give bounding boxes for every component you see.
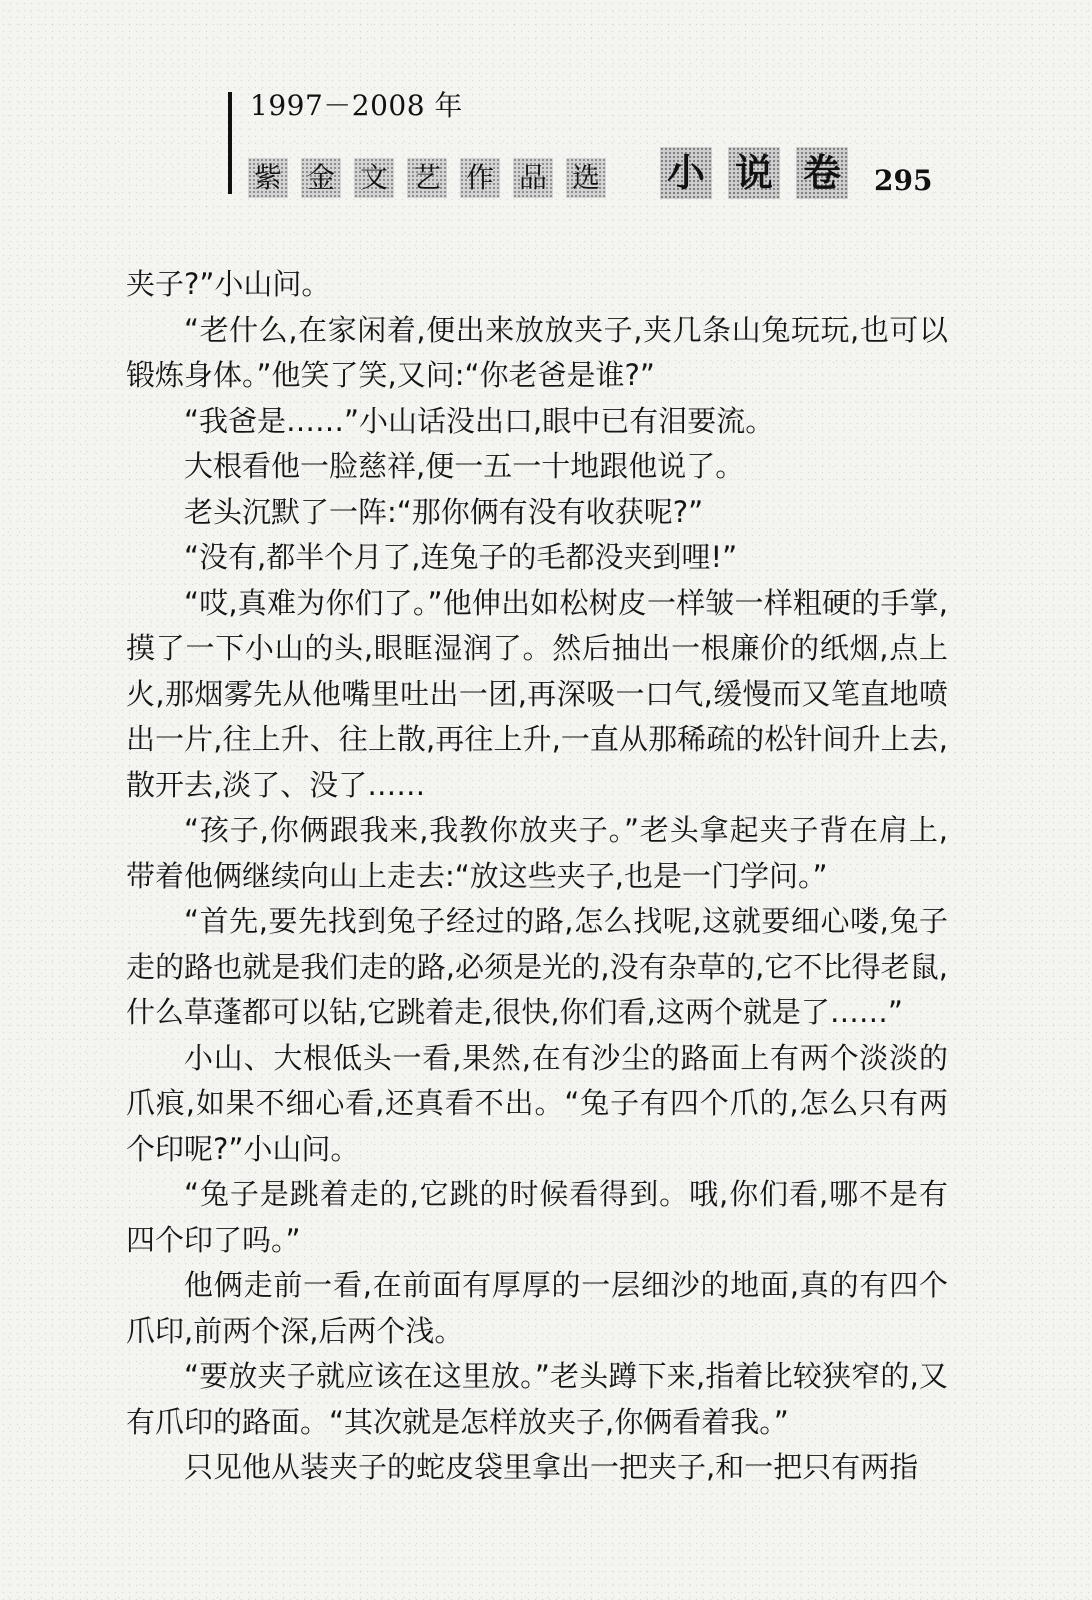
paragraph: “老什么,在家闲着,便出来放放夹子,夹几条山兔玩玩,也可以锻炼身体。”他笑了笑,又问:“你老爸是谁?” bbox=[126, 312, 948, 392]
paragraph: “我爸是……”小山话没出口,眼中已有泪要流。 bbox=[184, 403, 775, 438]
header-vertical-rule bbox=[228, 92, 232, 194]
body-text bbox=[126, 262, 948, 1491]
paragraph: “没有,都半个月了,连兔子的毛都没夹到哩!” bbox=[184, 540, 738, 574]
series-title-char: 金 bbox=[301, 158, 341, 198]
paragraph: 小山、大根低头一看,果然,在有沙尘的路面上有两个淡淡的爪痕,如果不细心看,还真看不出。“兔子有四个爪的,怎么只有两个印呢?”小山问。 bbox=[126, 1040, 948, 1166]
header-years: 1997－2008 年 bbox=[250, 89, 463, 122]
paragraph: “哎,真难为你们了。”他伸出如松树皮一样皱一样粗硬的手掌,摸了一下小山的头,眼眶湿润了。然后抽出一根廉价的纸烟,点上火,那烟雾先从他嘴里吐出一团,再深吸一口气,缓慢而又笔直地喷出一片,往上升、往上散,再往上升,一直从那稀疏的松针间升上去,散开去,淡了、没了…… bbox=[126, 585, 948, 802]
series-title-char: 紫 bbox=[248, 158, 288, 198]
paragraph: “要放夹子就应该在这里放。”老头蹲下来,指着比较狭窄的,又有爪印的路面。“其次就是怎样放夹子,你俩看着我。” bbox=[126, 1359, 948, 1439]
paragraph: 只见他从装夹子的蛇皮袋里拿出一把夹子,和一把只有两指 bbox=[184, 1450, 919, 1484]
series-title-char: 文 bbox=[354, 158, 394, 198]
paragraph: “首先,要先找到兔子经过的路,怎么找呢,这就要细心喽,兔子走的路也就是我们走的路,必须是光的,没有杂草的,它不比得老鼠,什么草蓬都可以钻,它跳着走,很快,你们看,这两个就是了……” bbox=[126, 904, 948, 1029]
volume-title-char: 小 bbox=[660, 147, 712, 199]
series-title-char: 品 bbox=[513, 158, 553, 198]
series-title-char: 选 bbox=[566, 158, 606, 198]
volume-title bbox=[660, 146, 864, 200]
series-title bbox=[248, 158, 619, 198]
paragraph: 大根看他一脸慈祥,便一五一十地跟他说了。 bbox=[184, 449, 745, 483]
paragraph: “孩子,你俩跟我来,我教你放夹子。”老头拿起夹子背在肩上,带着他俩继续向山上走去:“放这些夹子,也是一门学问。” bbox=[126, 813, 948, 893]
paragraph: 老头沉默了一阵:“那你俩有没有收获呢?” bbox=[184, 494, 704, 529]
paragraph: “兔子是跳着走的,它跳的时候看得到。哦,你们看,哪不是有四个印了吗。” bbox=[126, 1177, 948, 1257]
series-title-char: 艺 bbox=[407, 158, 447, 198]
volume-title-char: 卷 bbox=[796, 147, 848, 199]
series-title-char: 作 bbox=[460, 158, 500, 198]
paragraph: 夹子?”小山问。 bbox=[126, 267, 331, 301]
volume-title-char: 说 bbox=[728, 147, 780, 199]
paragraph: 他俩走前一看,在前面有厚厚的一层细沙的地面,真的有四个爪印,前两个深,后两个浅。 bbox=[126, 1268, 948, 1348]
page-number: 295 bbox=[874, 164, 933, 197]
